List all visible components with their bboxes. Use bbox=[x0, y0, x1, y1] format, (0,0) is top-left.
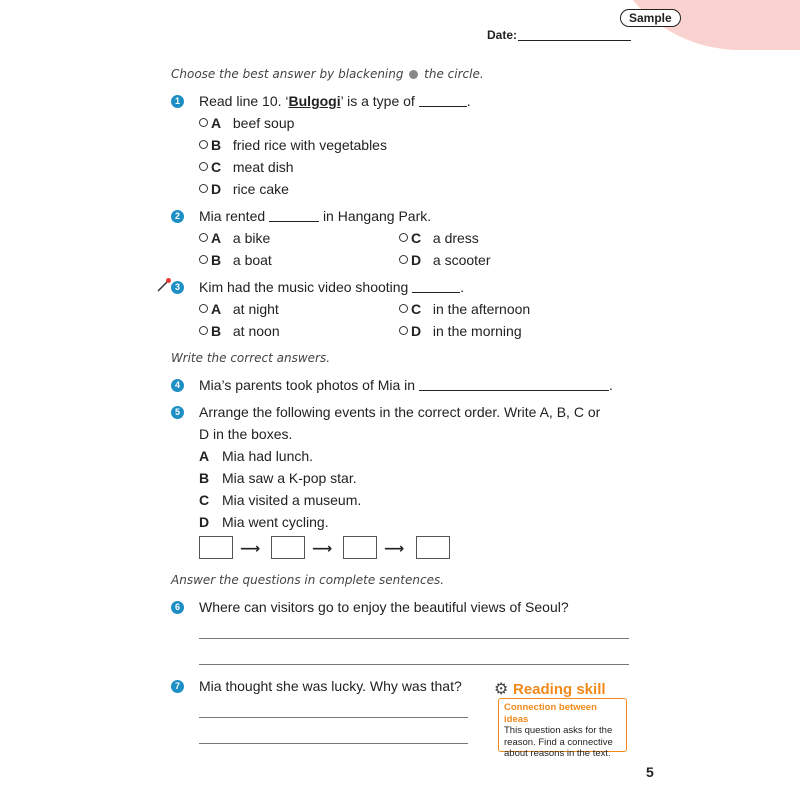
key-word: Bulgogi bbox=[288, 93, 341, 109]
reading-skill-heading: Connection between ideas bbox=[504, 702, 597, 725]
reading-skill-title: Reading skill bbox=[513, 681, 606, 698]
radio-circle-icon bbox=[199, 233, 208, 242]
order-box-2[interactable] bbox=[271, 536, 305, 559]
sample-badge: Sample bbox=[620, 9, 681, 27]
question-5-line1: Arrange the following events in the correct order. Write A, B, C or bbox=[199, 404, 601, 420]
question-5-line2: D in the boxes. bbox=[199, 426, 293, 442]
option-3a[interactable]: A at night bbox=[199, 301, 279, 317]
radio-circle-icon bbox=[399, 326, 408, 335]
answer-line[interactable] bbox=[199, 664, 629, 665]
answer-blank[interactable] bbox=[412, 291, 460, 293]
radio-circle-icon bbox=[199, 326, 208, 335]
question-number: 6 bbox=[171, 601, 184, 614]
reading-skill-box bbox=[498, 698, 627, 759]
date-label: Date: bbox=[487, 28, 518, 42]
radio-circle-icon bbox=[199, 255, 208, 264]
question-7: Mia thought she was lucky. Why was that? bbox=[199, 678, 462, 694]
option-2d[interactable]: D a scooter bbox=[399, 252, 490, 268]
question-number: 5 bbox=[171, 406, 184, 419]
arrow-right-icon: ⟶ bbox=[240, 540, 261, 556]
instruction-choose: Choose the best answer by blackening the circle. bbox=[171, 67, 484, 81]
option-3d[interactable]: D in the morning bbox=[399, 323, 522, 339]
question-number: 1 bbox=[171, 95, 184, 108]
option-2b[interactable]: B a boat bbox=[199, 252, 272, 268]
option-2c[interactable]: C a dress bbox=[399, 230, 479, 246]
question-4: Mia’s parents took photos of Mia in . bbox=[199, 377, 613, 393]
question-3: Kim had the music video shooting . bbox=[199, 279, 465, 295]
instruction-answer: Answer the questions in complete sentences. bbox=[171, 573, 445, 587]
event-d: D Mia went cycling. bbox=[199, 514, 329, 530]
instruction-write: Write the correct answers. bbox=[171, 351, 331, 365]
order-box-1[interactable] bbox=[199, 536, 233, 559]
option-3b[interactable]: B at noon bbox=[199, 323, 280, 339]
answer-blank[interactable] bbox=[419, 105, 467, 107]
arrow-right-icon: ⟶ bbox=[384, 540, 405, 556]
reading-skill-body: This question asks for the reason. Find a connective about reasons in the text. bbox=[504, 725, 613, 759]
answer-line[interactable] bbox=[199, 638, 629, 639]
arrow-right-icon: ⟶ bbox=[312, 540, 333, 556]
answer-blank[interactable] bbox=[269, 220, 319, 222]
pencil-icon bbox=[156, 277, 172, 293]
question-number: 4 bbox=[171, 379, 184, 392]
option-1b[interactable]: B fried rice with vegetables bbox=[199, 137, 387, 153]
radio-circle-icon bbox=[399, 304, 408, 313]
answer-blank[interactable] bbox=[419, 389, 609, 391]
option-3c[interactable]: C in the afternoon bbox=[399, 301, 530, 317]
radio-circle-icon bbox=[199, 184, 208, 193]
radio-circle-icon bbox=[399, 233, 408, 242]
order-box-4[interactable] bbox=[416, 536, 450, 559]
filled-circle-icon bbox=[409, 70, 418, 79]
option-1d[interactable]: D rice cake bbox=[199, 181, 289, 197]
option-1c[interactable]: C meat dish bbox=[199, 159, 294, 175]
option-2a[interactable]: A a bike bbox=[199, 230, 270, 246]
option-1a[interactable]: A beef soup bbox=[199, 115, 294, 131]
date-field[interactable] bbox=[518, 40, 631, 41]
question-6: Where can visitors go to enjoy the beautiful views of Seoul? bbox=[199, 599, 569, 615]
page-number: 5 bbox=[646, 764, 654, 780]
question-1: Read line 10. ‘Bulgogi’ is a type of . bbox=[199, 93, 471, 109]
radio-circle-icon bbox=[199, 162, 208, 171]
answer-line[interactable] bbox=[199, 717, 468, 718]
answer-line[interactable] bbox=[199, 743, 468, 744]
question-2: Mia rented in Hangang Park. bbox=[199, 208, 432, 224]
radio-circle-icon bbox=[199, 304, 208, 313]
gear-icon: ⚙ bbox=[494, 681, 509, 698]
question-number: 2 bbox=[171, 210, 184, 223]
radio-circle-icon bbox=[399, 255, 408, 264]
question-number: 3 bbox=[171, 281, 184, 294]
order-box-3[interactable] bbox=[343, 536, 377, 559]
event-b: B Mia saw a K-pop star. bbox=[199, 470, 357, 486]
radio-circle-icon bbox=[199, 118, 208, 127]
radio-circle-icon bbox=[199, 140, 208, 149]
question-number: 7 bbox=[171, 680, 184, 693]
event-c: C Mia visited a museum. bbox=[199, 492, 362, 508]
event-a: A Mia had lunch. bbox=[199, 448, 314, 464]
